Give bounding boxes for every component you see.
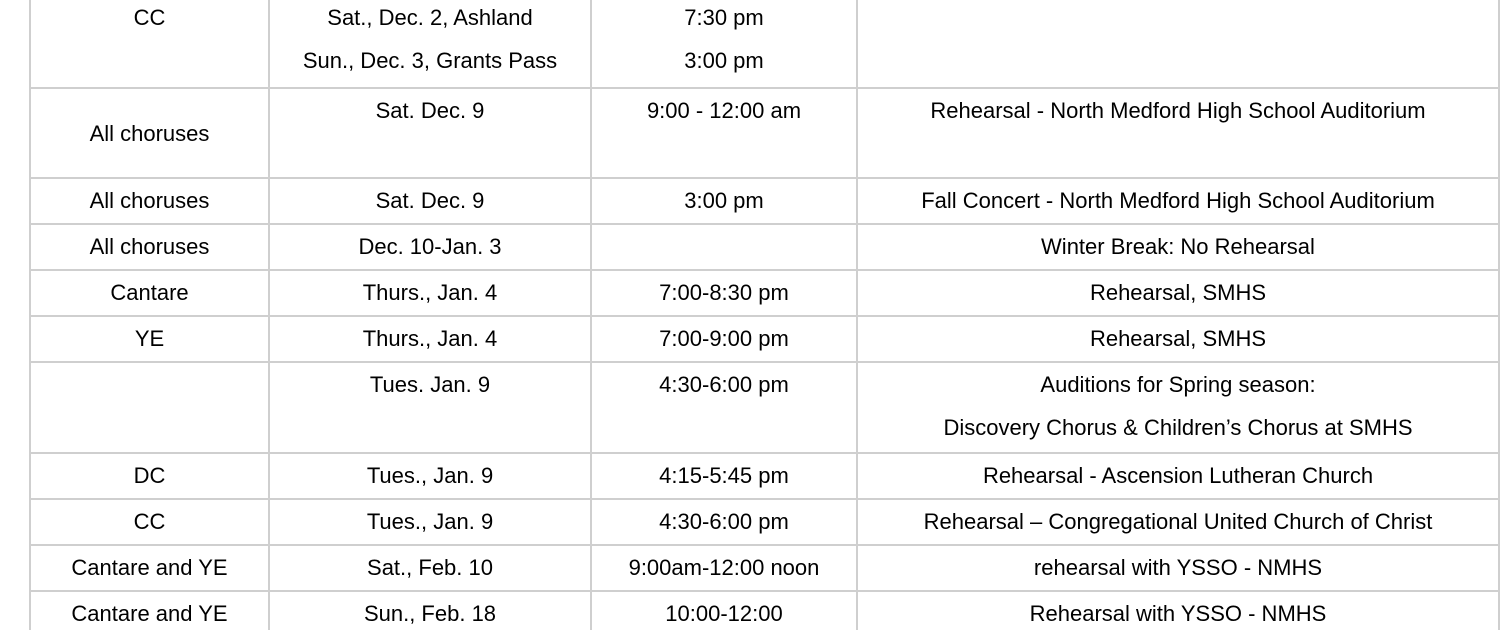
- time-text: 9:00am-12:00 noon: [628, 555, 820, 580]
- group-text: CC: [133, 509, 166, 534]
- group-cell: [30, 0, 269, 88]
- table-row: [30, 362, 1499, 453]
- time-cell: [591, 545, 857, 591]
- event-text: Rehearsal – Congregational United Church of Christ: [923, 509, 1433, 534]
- time-cell: [591, 88, 857, 178]
- date-cell: [269, 453, 591, 499]
- schedule-table: [29, 0, 1500, 630]
- group-cell: [30, 545, 269, 591]
- date-cell: [269, 0, 591, 88]
- date-cell: [269, 316, 591, 362]
- table-row: [30, 88, 1499, 178]
- time-cell: [591, 224, 857, 270]
- time-cell: [591, 591, 857, 630]
- event-cell: [857, 224, 1499, 270]
- date-cell: [269, 545, 591, 591]
- event-cell: [857, 88, 1499, 178]
- group-cell: [30, 362, 269, 453]
- time-text: 4:30-6:00 pm: [659, 509, 789, 534]
- event-text: Discovery Chorus & Children’s Chorus at SMHS: [943, 415, 1413, 440]
- table-row: [30, 178, 1499, 224]
- time-cell: [591, 0, 857, 88]
- group-text: All choruses: [89, 120, 210, 146]
- event-text: Auditions for Spring season:: [1040, 372, 1316, 397]
- time-text: 3:00 pm: [684, 188, 764, 213]
- table-row: [30, 316, 1499, 362]
- event-text: Rehearsal, SMHS: [1089, 326, 1267, 351]
- event-cell: [857, 362, 1499, 453]
- group-text: [31, 363, 268, 406]
- group-text: CC: [133, 5, 166, 30]
- event-text: rehearsal with YSSO - NMHS: [1033, 555, 1323, 580]
- time-cell: [591, 316, 857, 362]
- date-cell: [269, 224, 591, 270]
- group-cell: [30, 270, 269, 316]
- group-cell: [30, 499, 269, 545]
- date-text: Thurs., Jan. 4: [362, 326, 498, 351]
- date-text: Sun., Feb. 18: [363, 601, 497, 626]
- event-cell: [857, 0, 1499, 88]
- event-text: Rehearsal - Ascension Lutheran Church: [982, 463, 1374, 488]
- event-text: [858, 0, 1498, 39]
- time-cell: [591, 270, 857, 316]
- date-text: Tues., Jan. 9: [366, 463, 494, 488]
- time-text: 4:15-5:45 pm: [659, 463, 789, 488]
- group-cell: [30, 316, 269, 362]
- date-cell: [269, 362, 591, 453]
- time-text: 4:30-6:00 pm: [659, 372, 789, 397]
- event-cell: [857, 499, 1499, 545]
- table-row: [30, 545, 1499, 591]
- time-text: 9:00 - 12:00 am: [646, 98, 802, 123]
- time-text: [592, 225, 856, 268]
- table-row: [30, 453, 1499, 499]
- group-text: All choruses: [89, 188, 210, 213]
- event-text: Winter Break: No Rehearsal: [1041, 234, 1315, 259]
- event-cell: [857, 316, 1499, 362]
- time-cell: [591, 499, 857, 545]
- date-text: Tues. Jan. 9: [369, 372, 491, 397]
- date-text: Sat., Feb. 10: [367, 555, 493, 580]
- group-text: Cantare and YE: [71, 601, 228, 626]
- date-text: Tues., Jan. 9: [366, 509, 494, 534]
- table-row: [30, 270, 1499, 316]
- group-text: DC: [133, 463, 166, 488]
- date-cell: [269, 178, 591, 224]
- date-text: Dec. 10-Jan. 3: [358, 234, 502, 259]
- time-cell: [591, 453, 857, 499]
- group-text: All choruses: [89, 234, 210, 259]
- table-row: [30, 0, 1499, 88]
- table-row: [30, 499, 1499, 545]
- event-cell: [857, 270, 1499, 316]
- date-text: Sun., Dec. 3, Grants Pass: [302, 48, 558, 73]
- event-cell: [857, 545, 1499, 591]
- date-text: Sat. Dec. 9: [375, 98, 485, 123]
- group-cell: [30, 178, 269, 224]
- table-row: [30, 591, 1499, 630]
- time-cell: [591, 362, 857, 453]
- time-text: 3:00 pm: [684, 48, 764, 73]
- date-text: Thurs., Jan. 4: [362, 280, 498, 305]
- group-cell: [30, 591, 269, 630]
- event-text: Fall Concert - North Medford High School Auditorium: [921, 188, 1435, 213]
- time-text: 7:00-8:30 pm: [659, 280, 789, 305]
- group-cell: [30, 224, 269, 270]
- date-cell: [269, 499, 591, 545]
- date-cell: [269, 591, 591, 630]
- date-text: Sat. Dec. 9: [375, 188, 485, 213]
- time-text: 10:00-12:00: [665, 601, 783, 626]
- group-text: Cantare: [110, 280, 189, 305]
- date-cell: [269, 88, 591, 178]
- time-cell: [591, 178, 857, 224]
- event-cell: [857, 178, 1499, 224]
- date-cell: [269, 270, 591, 316]
- event-cell: [857, 591, 1499, 630]
- group-text: Cantare and YE: [71, 555, 228, 580]
- table-row: [30, 224, 1499, 270]
- date-text: Sat., Dec. 2, Ashland: [327, 5, 533, 30]
- event-cell: [857, 453, 1499, 499]
- group-text: YE: [134, 326, 165, 351]
- event-text: Rehearsal - North Medford High School Auditorium: [930, 98, 1426, 123]
- time-text: 7:00-9:00 pm: [659, 326, 789, 351]
- time-text: 7:30 pm: [684, 5, 764, 30]
- event-text: Rehearsal with YSSO - NMHS: [1029, 601, 1327, 626]
- event-text: Rehearsal, SMHS: [1089, 280, 1267, 305]
- group-cell: [30, 453, 269, 499]
- group-cell: [30, 88, 269, 178]
